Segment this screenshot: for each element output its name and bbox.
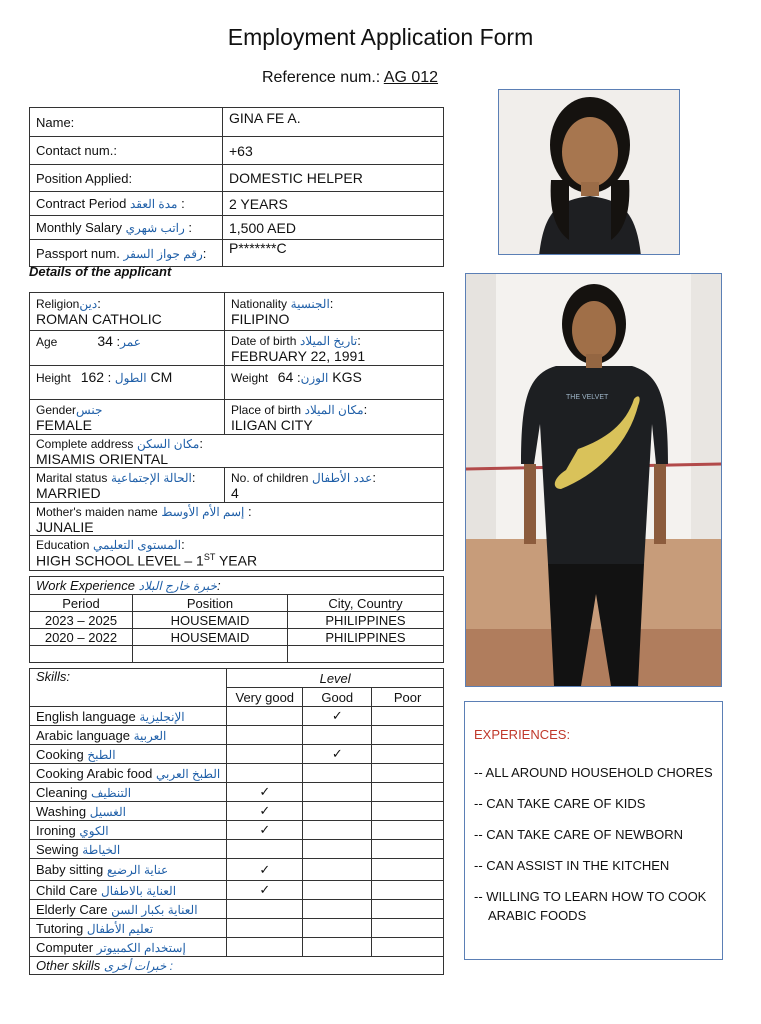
page-title: Employment Application Form — [227, 24, 534, 50]
level-very-good: Very good — [227, 688, 303, 707]
table-row — [30, 629, 444, 646]
skill-level-cell — [303, 938, 372, 957]
skill-level-cell — [372, 881, 444, 900]
skill-name-ar: الطبخ — [87, 747, 116, 762]
skill-row — [30, 938, 444, 957]
skill-name-cell — [30, 859, 227, 881]
skill-level-cell — [372, 707, 444, 726]
skill-level-cell — [227, 821, 303, 840]
skill-level-cell — [227, 938, 303, 957]
work-col-period: Period — [30, 595, 133, 612]
maiden-value: JUNALIE — [36, 518, 94, 535]
skill-name: Child Care — [36, 882, 98, 898]
checkmark-icon: ✓ — [259, 882, 271, 897]
details-table — [29, 292, 444, 571]
skill-row — [30, 840, 444, 859]
skill-row — [30, 900, 444, 919]
skill-level-cell — [372, 859, 444, 881]
skill-row — [30, 881, 444, 900]
skill-name-cell — [30, 745, 227, 764]
religion-cell: Religionدين: ROMAN CATHOLIC — [30, 293, 225, 331]
gender-label: Gender — [36, 402, 77, 417]
pob-label: Place of birth — [231, 402, 302, 417]
height-label: Height — [36, 371, 71, 385]
education-label: Education — [36, 538, 90, 553]
table-row — [30, 646, 444, 663]
other-skills-label: Other skills — [36, 958, 101, 973]
marital-label-ar: الحالة الإجتماعية — [110, 470, 192, 485]
name-value: GINA FE A. — [223, 108, 444, 137]
skill-name-cell — [30, 764, 227, 783]
work-period: 2020 – 2022 — [30, 629, 133, 646]
skills-heading: Skills: — [30, 669, 227, 707]
skill-name-cell — [30, 821, 227, 840]
skill-name-cell — [30, 900, 227, 919]
position-value: DOMESTIC HELPER — [223, 165, 444, 192]
nationality-label-ar: الجنسية — [290, 297, 330, 311]
checkmark-icon: ✓ — [259, 803, 271, 818]
height-value: 162 CM — [80, 369, 173, 385]
skill-name-ar: الإنجليزية — [139, 709, 185, 724]
skill-name: Cooking Arabic food — [36, 765, 153, 781]
work-period: 2023 – 2025 — [30, 612, 133, 629]
maiden-label-ar: إسم الأم الأوسط — [161, 504, 245, 519]
skill-level-cell — [372, 745, 444, 764]
nationality-cell: Nationality الجنسية: FILIPINO — [225, 293, 444, 331]
passport-label: Passport num. — [36, 245, 120, 261]
work-position: HOUSEMAID — [133, 612, 288, 629]
contact-value: +63 — [223, 137, 444, 165]
weight-cell: Weight الوزن: 64 KGS — [225, 366, 444, 400]
skill-level-cell — [372, 802, 444, 821]
experiences-box — [464, 701, 723, 960]
salary-label-cell: Monthly Salary راتب شهري : — [30, 216, 223, 240]
skill-row — [30, 919, 444, 938]
skill-name-ar: العربية — [133, 728, 167, 743]
skill-name: Elderly Care — [36, 901, 108, 917]
skill-level-cell — [227, 726, 303, 745]
skill-name: Tutoring — [36, 920, 84, 936]
contact-label: Contact num.: — [30, 137, 223, 165]
work-city-empty — [288, 646, 444, 663]
nationality-label: Nationality — [231, 297, 288, 311]
religion-value: ROMAN CATHOLIC — [36, 311, 162, 327]
weight-label-ar: الوزن — [300, 371, 329, 385]
skill-level-cell — [372, 938, 444, 957]
skill-name: Sewing — [36, 841, 79, 857]
address-label-ar: مكان السكن — [137, 436, 200, 451]
other-skills-cell — [30, 957, 444, 975]
skill-name: Cleaning — [36, 784, 88, 800]
details-heading: Details of the applicant — [29, 264, 172, 279]
skill-name-cell — [30, 707, 227, 726]
height-cell: Height الطول : 162 CM — [30, 366, 225, 400]
skill-level-cell — [303, 726, 372, 745]
skill-name-ar: العناية بكبار السن — [111, 902, 198, 917]
height-label-ar: الطول — [114, 371, 147, 385]
age-label-ar: عمر — [120, 335, 141, 349]
skill-row — [30, 745, 444, 764]
skill-name: Cooking — [36, 746, 84, 762]
skill-level-cell — [372, 783, 444, 802]
checkmark-icon: ✓ — [259, 784, 271, 799]
education-tail: YEAR — [215, 552, 258, 569]
skill-level-cell — [227, 881, 303, 900]
marital-label: Marital status — [36, 470, 108, 485]
skill-level-cell — [303, 881, 372, 900]
contract-label: Contract Period — [36, 196, 127, 211]
weight-label: Weight — [231, 371, 269, 385]
skill-name-ar: تعليم الأطفال — [86, 921, 154, 936]
skill-name-cell — [30, 726, 227, 745]
work-col-position: Position — [133, 595, 288, 612]
education-sup: ST — [203, 552, 216, 563]
address-cell: Complete address مكان السكن: MISAMIS ORIENTAL — [30, 435, 444, 468]
passport-value: P*******C — [223, 240, 444, 267]
skill-name: Ironing — [36, 822, 76, 838]
address-label: Complete address — [36, 436, 134, 451]
table-row — [30, 612, 444, 629]
dob-label: Date of birth — [231, 333, 297, 348]
skill-level-cell — [227, 859, 303, 881]
skill-level-cell — [372, 900, 444, 919]
education-label-ar: المستوى التعليمي — [93, 538, 182, 553]
age-value: 34 — [97, 333, 113, 349]
work-position: HOUSEMAID — [133, 629, 288, 646]
gender-value: FEMALE — [36, 416, 93, 433]
skill-name-cell — [30, 881, 227, 900]
skill-name-cell — [30, 783, 227, 802]
skill-name-ar: عناية الرضيع — [106, 863, 169, 877]
skill-level-cell — [227, 764, 303, 783]
checkmark-icon: ✓ — [331, 746, 343, 761]
skills-table — [29, 668, 444, 975]
skill-level-cell — [227, 919, 303, 938]
skill-name-ar: إستخدام الكمبيوتر — [96, 940, 186, 955]
skill-level-cell — [372, 764, 444, 783]
age-label: Age — [36, 335, 58, 349]
contract-label-cell: Contract Period مدة العقد : — [30, 192, 223, 216]
experience-item: -- CAN TAKE CARE OF KIDS — [474, 796, 646, 811]
marital-cell: Marital status الحالة الإجتماعية: MARRIED — [30, 468, 225, 503]
skill-row — [30, 821, 444, 840]
skill-name: Baby sitting — [36, 862, 104, 877]
education-cell: Education المستوى التعليمي: HIGH SCHOOL LEVEL – 1ST YEAR — [30, 536, 444, 571]
skill-level-cell — [227, 802, 303, 821]
education-value: HIGH SCHOOL LEVEL – 1 — [36, 552, 204, 569]
experiences-title: EXPERIENCES: — [474, 727, 571, 742]
level-poor: Poor — [372, 688, 444, 707]
checkmark-icon: ✓ — [331, 708, 343, 723]
skill-name-cell — [30, 919, 227, 938]
skill-level-cell — [303, 783, 372, 802]
work-table — [29, 576, 444, 663]
contract-label-ar: مدة العقد — [129, 197, 178, 211]
gender-label-ar: جنس — [76, 402, 103, 417]
full-body-image — [466, 274, 722, 687]
portrait-photo — [498, 89, 680, 255]
skill-level-cell — [303, 802, 372, 821]
experience-item-continuation: ARABIC FOODS — [488, 908, 587, 923]
work-position-empty — [133, 646, 288, 663]
age-cell: Age عمر: 34 — [30, 331, 225, 366]
skill-name: Arabic language — [36, 727, 130, 743]
skill-level-cell — [303, 764, 372, 783]
address-value: MISAMIS ORIENTAL — [36, 450, 168, 467]
portrait-image — [499, 90, 680, 255]
skill-level-cell — [372, 919, 444, 938]
weight-value: 64 KGS — [277, 369, 362, 385]
work-heading-cell: Work Experience خبرة خارج البلاد: — [30, 577, 444, 595]
work-city: PHILIPPINES — [288, 612, 444, 629]
skill-name-ar: العناية بالاطفال — [101, 883, 177, 898]
reference-value: AG 012 — [383, 69, 439, 86]
checkmark-icon: ✓ — [259, 822, 271, 837]
maiden-label: Mother's maiden name — [36, 504, 158, 519]
contract-value: 2 YEARS — [223, 192, 444, 216]
skill-level-cell — [372, 840, 444, 859]
position-label: Position Applied: — [30, 165, 223, 192]
skill-name: Washing — [36, 803, 87, 819]
shirt-print: THE VELVET — [566, 394, 609, 401]
salary-label-ar: راتب شهري — [125, 221, 185, 235]
skill-level-cell — [372, 821, 444, 840]
skill-name-cell — [30, 802, 227, 821]
skill-name-ar: الغسيل — [89, 804, 126, 819]
other-skills-ar: خبرات أخرى : — [103, 959, 173, 973]
skill-level-cell — [227, 745, 303, 764]
skill-name-cell — [30, 840, 227, 859]
skill-name-cell — [30, 938, 227, 957]
skill-level-cell — [372, 726, 444, 745]
work-heading-ar: خبرة خارج البلاد — [138, 579, 217, 593]
skill-level-cell — [227, 840, 303, 859]
skill-level-cell — [227, 783, 303, 802]
marital-value: MARRIED — [36, 484, 101, 501]
religion-label-ar: دين — [79, 297, 98, 311]
skill-level-cell — [303, 919, 372, 938]
children-value: 4 — [231, 484, 239, 501]
name-label: Name: — [30, 108, 223, 137]
skill-level-cell — [303, 900, 372, 919]
level-heading: Level — [227, 669, 444, 688]
skill-name: Computer — [36, 939, 94, 955]
reference-number — [0, 69, 700, 87]
experience-item: -- CAN ASSIST IN THE KITCHEN — [474, 858, 670, 873]
summary-table — [29, 107, 444, 267]
pob-value: ILIGAN CITY — [231, 416, 313, 433]
children-label: No. of children — [231, 470, 309, 485]
experience-item: -- ALL AROUND HOUSEHOLD CHORES — [474, 765, 713, 780]
passport-label-ar: رقم جواز السفر — [123, 246, 203, 261]
skill-row — [30, 726, 444, 745]
dob-label-ar: تاريخ الميلاد — [300, 333, 358, 348]
pob-cell: Place of birth مكان الميلاد: ILIGAN CITY — [225, 400, 444, 435]
skill-row — [30, 802, 444, 821]
experience-item: -- WILLING TO LEARN HOW TO COOK — [474, 889, 707, 904]
skill-name-ar: الكوي — [79, 823, 109, 838]
level-good: Good — [303, 688, 372, 707]
maiden-cell: Mother's maiden name إسم الأم الأوسط : JUNALIE — [30, 503, 444, 536]
skill-level-cell — [303, 821, 372, 840]
work-col-city: City, Country — [288, 595, 444, 612]
religion-label: Religion — [36, 297, 80, 311]
dob-value: FEBRUARY 22, 1991 — [231, 347, 366, 364]
gender-cell — [30, 400, 225, 435]
skill-row — [30, 764, 444, 783]
work-heading: Work Experience — [36, 578, 135, 593]
children-label-ar: عدد الأطفال — [312, 470, 373, 485]
nationality-value: FILIPINO — [231, 311, 290, 327]
skill-level-cell — [303, 840, 372, 859]
skill-row — [30, 859, 444, 881]
skill-name-ar: التنظيف — [90, 785, 132, 800]
work-period-empty — [30, 646, 133, 663]
salary-label: Monthly Salary — [36, 220, 122, 235]
skill-level-cell — [227, 900, 303, 919]
skill-level-cell — [303, 859, 372, 881]
skill-level-cell — [227, 707, 303, 726]
pob-label-ar: مكان الميلاد — [304, 402, 364, 417]
reference-label: Reference num.: — [261, 69, 381, 86]
skill-name-ar: الخياطة — [82, 842, 121, 857]
passport-label-cell: Passport num. رقم جواز السفر: — [30, 240, 223, 267]
experience-item: -- CAN TAKE CARE OF NEWBORN — [474, 827, 683, 842]
skill-row — [30, 707, 444, 726]
skill-name: English language — [36, 708, 136, 724]
skill-level-cell — [303, 707, 372, 726]
full-body-photo — [465, 273, 722, 687]
dob-cell: Date of birth تاريخ الميلاد: FEBRUARY 22, 1991 — [225, 331, 444, 366]
skill-row — [30, 783, 444, 802]
salary-value: 1,500 AED — [223, 216, 444, 240]
checkmark-icon: ✓ — [259, 861, 271, 877]
skill-level-cell — [303, 745, 372, 764]
work-city: PHILIPPINES — [288, 629, 444, 646]
children-cell: No. of children عدد الأطفال: 4 — [225, 468, 444, 503]
skill-name-ar: الطبخ العربي — [155, 766, 221, 781]
